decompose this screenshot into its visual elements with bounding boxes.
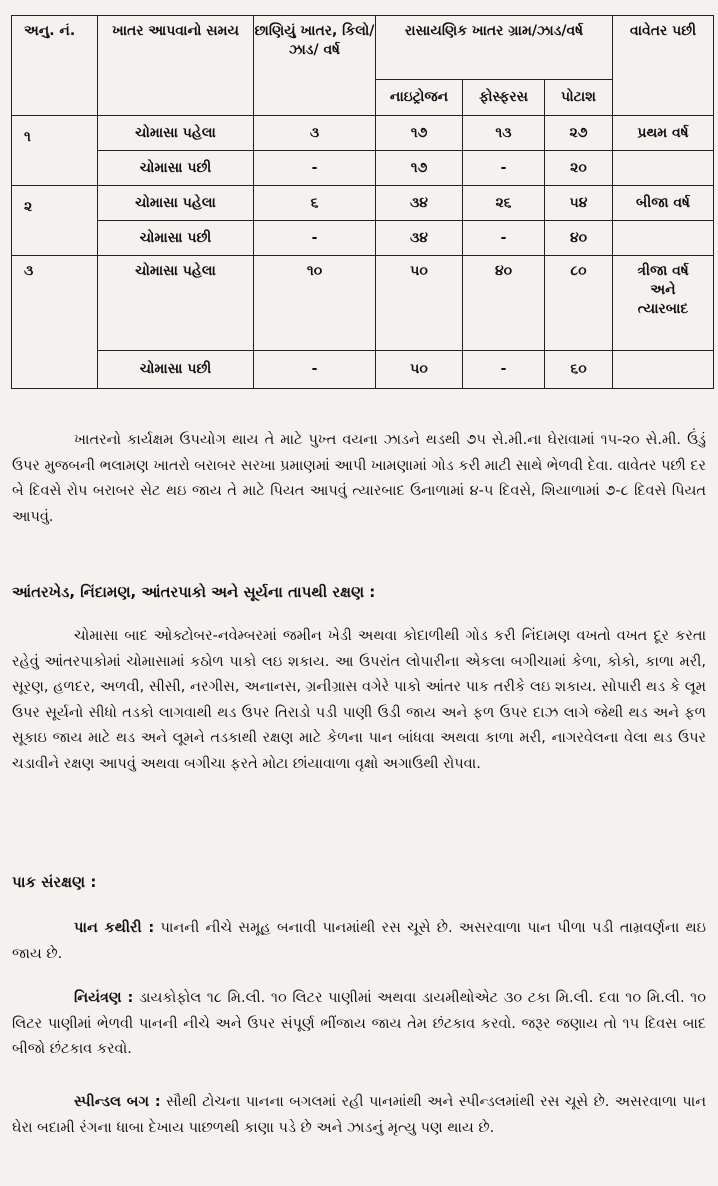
table-row	[12, 186, 714, 221]
fertilizer-paragraph: ખાતરનો કાર્યક્ષમ ઉપયોગ થાય તે માટે પુખ્ત વયના ઝાડને થડથી ૭૫ સે.મી.ના ઘેરાવામાં ૧૫-૨૦ સે.મી. ઉંડું ઉપર મુજબની ભલામણ ખાતરો બરાબર સરખા પ્રમાણમાં આપી ખામણામાં ગોડ કરી માટી સાથે ભેળવી દેવા. વાવેતર પછી દર બે દિવસે રોપ બરાબર સેટ થઇ જાય તે માટે પિયત આપવું ત્યારબાદ ઉનાળામાં ૪-૫ દિવસે, શિયાળામાં ૭-૮ દિવસે પિયત આપવું.	[12, 432, 706, 525]
serial-cell: ૩	[12, 256, 98, 389]
phosphorus-cell: ૨૬	[463, 186, 545, 221]
header-timing: ખાતર આપવાનો સમય	[98, 16, 254, 116]
phosphorus-cell: ૧૩	[463, 116, 545, 151]
year-cell-empty	[613, 151, 714, 186]
table-row	[12, 256, 714, 351]
manure-cell: -	[254, 151, 376, 186]
spindle-bug-text: સૌથી ટોચના પાનના બગલમાં રહી પાનમાંથી અને સ્પીન્ડલમાંથી રસ ચૂસે છે. અસરવાળા પાન ઘેરા બદામી રંગના ધાબા દેખાય પાછળથી કાણા પડે છે અને ઝાડનું મૃત્યુ પણ થાય છે.	[12, 1094, 706, 1136]
timing-cell: ચોમાસા પછી	[98, 151, 254, 186]
header-nitrogen: નાઇટ્રોજન	[376, 80, 463, 116]
nitrogen-cell: ૫૦	[376, 256, 463, 351]
intercultivation-paragraph: ચોમાસા બાદ ઓક્ટોબર-નવેમ્બરમાં જમીન ખેડી અથવા કોદાળીથી ગોડ કરી નિંદામણ વખતો વખત દૂર કરતા રહેવું આંતરપાકોમાં ચોમાસામાં કઠોળ પાકો લઇ શકાય. આ ઉપરાંત લોપારીના એકલા બગીચામાં કેળા, કોકો, કાળા મરી, સૂરણ, હળદર, અળવી, સીસી, નરગીસ, અનાનસ, ગ્રનીગ્રાસ વગેરે પાકો આંતર પાક તરીકે લઇ શકાય. સોપારી થડ કે લૂમ ઉપર સૂર્યનો સીધો તડકો લાગવાથી થડ ઉપર તિરાડો પડી પાણી ઉડી જાય અને ફળ ઉપર દાઝ લાગે જેથી થડ અને ફળ સૂકાઇ જાય માટે થડ અને લૂમને તડકાથી રક્ષણ માટે કેળના પાન બાંધવા અથવા કાળા મરી, નાગરવેલના વેલા થડ ઉપર ચડાવીને રક્ષણ આપવું અથવા બગીચા ફરતે મોટા છાંયાવાળા વૃક્ષો અગાઉથી રોપવા.	[12, 628, 706, 772]
nitrogen-cell: ૫૦	[376, 351, 463, 389]
phosphorus-cell: -	[463, 151, 545, 186]
control-paragraph	[12, 986, 706, 1063]
header-manure: છાણિયું ખાતર, કિલો/ઝાડ/ વર્ષ	[254, 16, 376, 116]
phosphorus-cell: ૪૦	[463, 256, 545, 351]
nitrogen-cell: ૩૪	[376, 221, 463, 256]
control-text: ડાયકોફોલ ૧૮ મિ.લી. ૧૦ લિટર પાણીમાં અથવા ડાયમીથોએટ ૩૦ ટકા મિ.લી. દવા ૧૦ મિ.લી. ૧૦ લિટર પાણીમાં ભેળવી પાનની નીચે અને ઉપર સંપૂર્ણ ભીંજાય જાય તેમ છંટકાવ કરવો. જરૂર જણાય તો ૧૫ દિવસ બાદ બીજો છંટકાવ કરવો.	[12, 990, 706, 1058]
timing-cell: ચોમાસા પહેલા	[98, 186, 254, 221]
serial-cell: ૨	[12, 186, 98, 256]
manure-cell: ૬	[254, 186, 376, 221]
table-row	[12, 116, 714, 151]
nitrogen-cell: ૧૭	[376, 116, 463, 151]
manure-cell: -	[254, 351, 376, 389]
fertilizer-table	[11, 15, 714, 389]
year-cell-empty	[613, 351, 714, 389]
nitrogen-cell: ૩૪	[376, 186, 463, 221]
potash-cell: ૪૦	[545, 221, 613, 256]
table-row	[12, 151, 714, 186]
potash-cell: ૬૦	[545, 351, 613, 389]
timing-cell: ચોમાસા પહેલા	[98, 256, 254, 351]
control-label: નિયંત્રણ :	[74, 990, 134, 1006]
potash-cell: ૨૦	[545, 151, 613, 186]
year-cell: બીજા વર્ષ	[613, 186, 714, 221]
potash-cell: ૮૦	[545, 256, 613, 351]
serial-cell: ૧	[12, 116, 98, 186]
table-row	[12, 351, 714, 389]
manure-cell: ૩	[254, 116, 376, 151]
header-potash: પોટાશ	[545, 80, 613, 116]
timing-cell: ચોમાસા પહેલા	[98, 116, 254, 151]
phosphorus-cell: -	[463, 221, 545, 256]
header-serial: અનુ. નં.	[12, 16, 98, 116]
year-line: ત્યારબાદ	[637, 300, 689, 317]
mite-label: પાન કથીરી :	[74, 920, 155, 936]
mite-paragraph	[12, 916, 706, 967]
spindle-bug-paragraph	[12, 1090, 706, 1141]
mite-text: પાનની નીચે સમૂહ બનાવી પાનમાંથી રસ ચૂસે છે. અસરવાળા પાન પીળા પડી તામ્રવર્ણના થઇ જાય છે.	[12, 920, 707, 962]
header-chemical: રાસાયણિક ખાતર ગ્રામ/ઝાડ/વર્ષ	[376, 16, 613, 80]
year-cell: પ્રથમ વર્ષ	[613, 116, 714, 151]
year-cell-empty	[613, 221, 714, 256]
spindle-bug-label: સ્પીન્ડલ બગ :	[74, 1094, 161, 1110]
manure-cell: -	[254, 221, 376, 256]
potash-cell: ૫૪	[545, 186, 613, 221]
year-line: ત્રીજા વર્ષ	[637, 263, 689, 279]
timing-cell: ચોમાસા પછી	[98, 351, 254, 389]
year-cell	[613, 256, 714, 351]
timing-cell: ચોમાસા પછી	[98, 221, 254, 256]
header-after-planting: વાવેતર પછી	[613, 16, 714, 116]
table-row	[12, 221, 714, 256]
nitrogen-cell: ૧૭	[376, 151, 463, 186]
section-heading-intercultivation: આંતરખેડ, નિંદામણ, આંતરપાકો અને સૂર્યના તાપથી રક્ષણ :	[12, 583, 376, 601]
phosphorus-cell: -	[463, 351, 545, 389]
manure-cell: ૧૦	[254, 256, 376, 351]
potash-cell: ૨૭	[545, 116, 613, 151]
year-line: અને	[650, 281, 676, 298]
header-phosphorus: ફોસ્ફરસ	[463, 80, 545, 116]
section-heading-crop-protection: પાક સંરક્ષણ :	[12, 873, 97, 891]
